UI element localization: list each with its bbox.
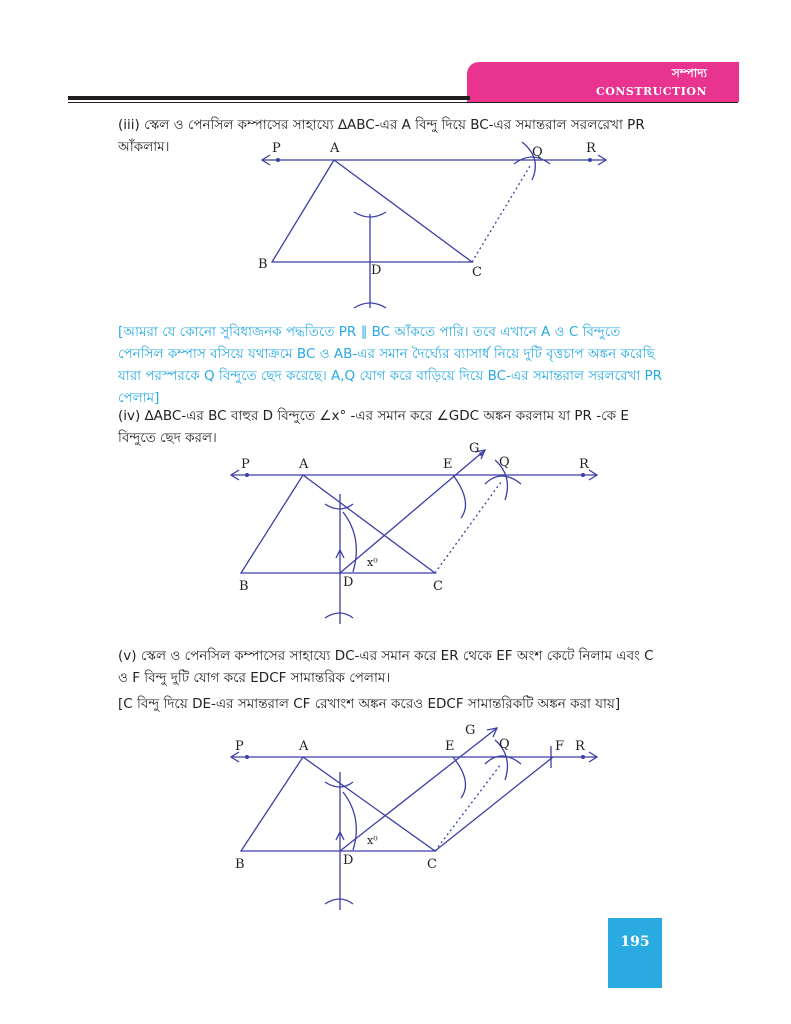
fig1-label-C: C (472, 265, 482, 280)
fig1-label-Q: Q (532, 145, 543, 160)
header-rule-thick (68, 96, 470, 100)
page-number-box (608, 918, 662, 988)
step-iii-note: [আমরা যে কোনো সুবিধাজনক পদ্ধতিতে PR ∥ BC আঁকতে পারি। তবে এখানে A ও C বিন্দুতে পেনসিল কম্পাস বসিয়ে যথাক্রমে BC ও AB-এর সমান দৈর্ঘ্যের ব্যাসার্ধ নিয়ে দুটি বৃত্তচাপ অঙ্কন করেছি যারা পরস্পরকে Q বিন্দুতে ছেদ করেছে। A,Q যোগ করে বাড়িয়ে দিয়ে BC-এর সমান্তরাল সরলরেখা PR পেলাম] (118, 324, 663, 406)
figure-3-construction (225, 720, 605, 915)
fig3-label-C: C (427, 857, 437, 872)
fig2-label-B: B (239, 579, 249, 594)
fig3-label-G: G (465, 723, 476, 738)
fig2-label-A: A (299, 457, 309, 472)
fig3-label-angle-x: x⁰ (367, 834, 378, 847)
fig2-label-P: P (241, 457, 250, 472)
fig3-label-E: E (445, 739, 455, 754)
fig1-label-B: B (258, 257, 268, 272)
fig2-label-C: C (433, 579, 443, 594)
fig2-label-D: D (343, 575, 354, 590)
fig3-label-Q: Q (499, 737, 510, 752)
fig3-label-F: F (555, 739, 565, 754)
fig3-label-R: R (575, 739, 585, 754)
step-iii-text: (iii) স্কেল ও পেনসিল কম্পাসের সাহায্যে ∆ABC-এর A বিন্দু দিয়ে BC-এর সমান্তরাল সরলরেখা PR আঁকলাম। (118, 117, 645, 155)
fig3-label-B: B (235, 857, 245, 872)
fig1-label-D: D (371, 263, 382, 278)
section-title-english: CONSTRUCTION (596, 85, 707, 98)
fig1-label-P: P (272, 141, 281, 156)
fig2-label-angle-x: x⁰ (367, 556, 378, 569)
fig3-label-P: P (235, 739, 244, 754)
fig3-label-D: D (343, 853, 354, 868)
fig3-label-A: A (299, 739, 309, 754)
section-title-bengali: সম্পাদ্য (671, 66, 707, 80)
page-number: 195 (620, 934, 650, 950)
fig2-label-R: R (579, 457, 589, 472)
fig1-label-R: R (586, 141, 596, 156)
header-rule-thin (68, 102, 738, 103)
step-iv-text: (iv) ∆ABC-এর BC বাহুর D বিন্দুতে ∠x° -এর সমান করে ∠GDC অঙ্কন করলাম যা PR -কে E বিন্দুতে ছেদ করল। (118, 408, 629, 446)
figure-2-construction (225, 440, 605, 630)
fig2-label-Q: Q (499, 455, 510, 470)
step-v-note: [C বিন্দু দিয়ে DE-এর সমান্তরাল CF রেখাংশ অঙ্কন করেও EDCF সামান্তরিকটি অঙ্কন করা যায়] (118, 696, 621, 712)
fig2-label-E: E (443, 457, 453, 472)
figure-1-construction (250, 138, 620, 318)
fig1-label-A: A (330, 141, 340, 156)
step-v-text: (v) স্কেল ও পেনসিল কম্পাসের সাহায্যে DC-এর সমান করে ER থেকে EF অংশ কেটে নিলাম এবং C ও F বিন্দু দুটি যোগ করে EDCF সামান্তরিক পেলাম। (118, 648, 654, 686)
fig2-label-G: G (469, 441, 480, 456)
